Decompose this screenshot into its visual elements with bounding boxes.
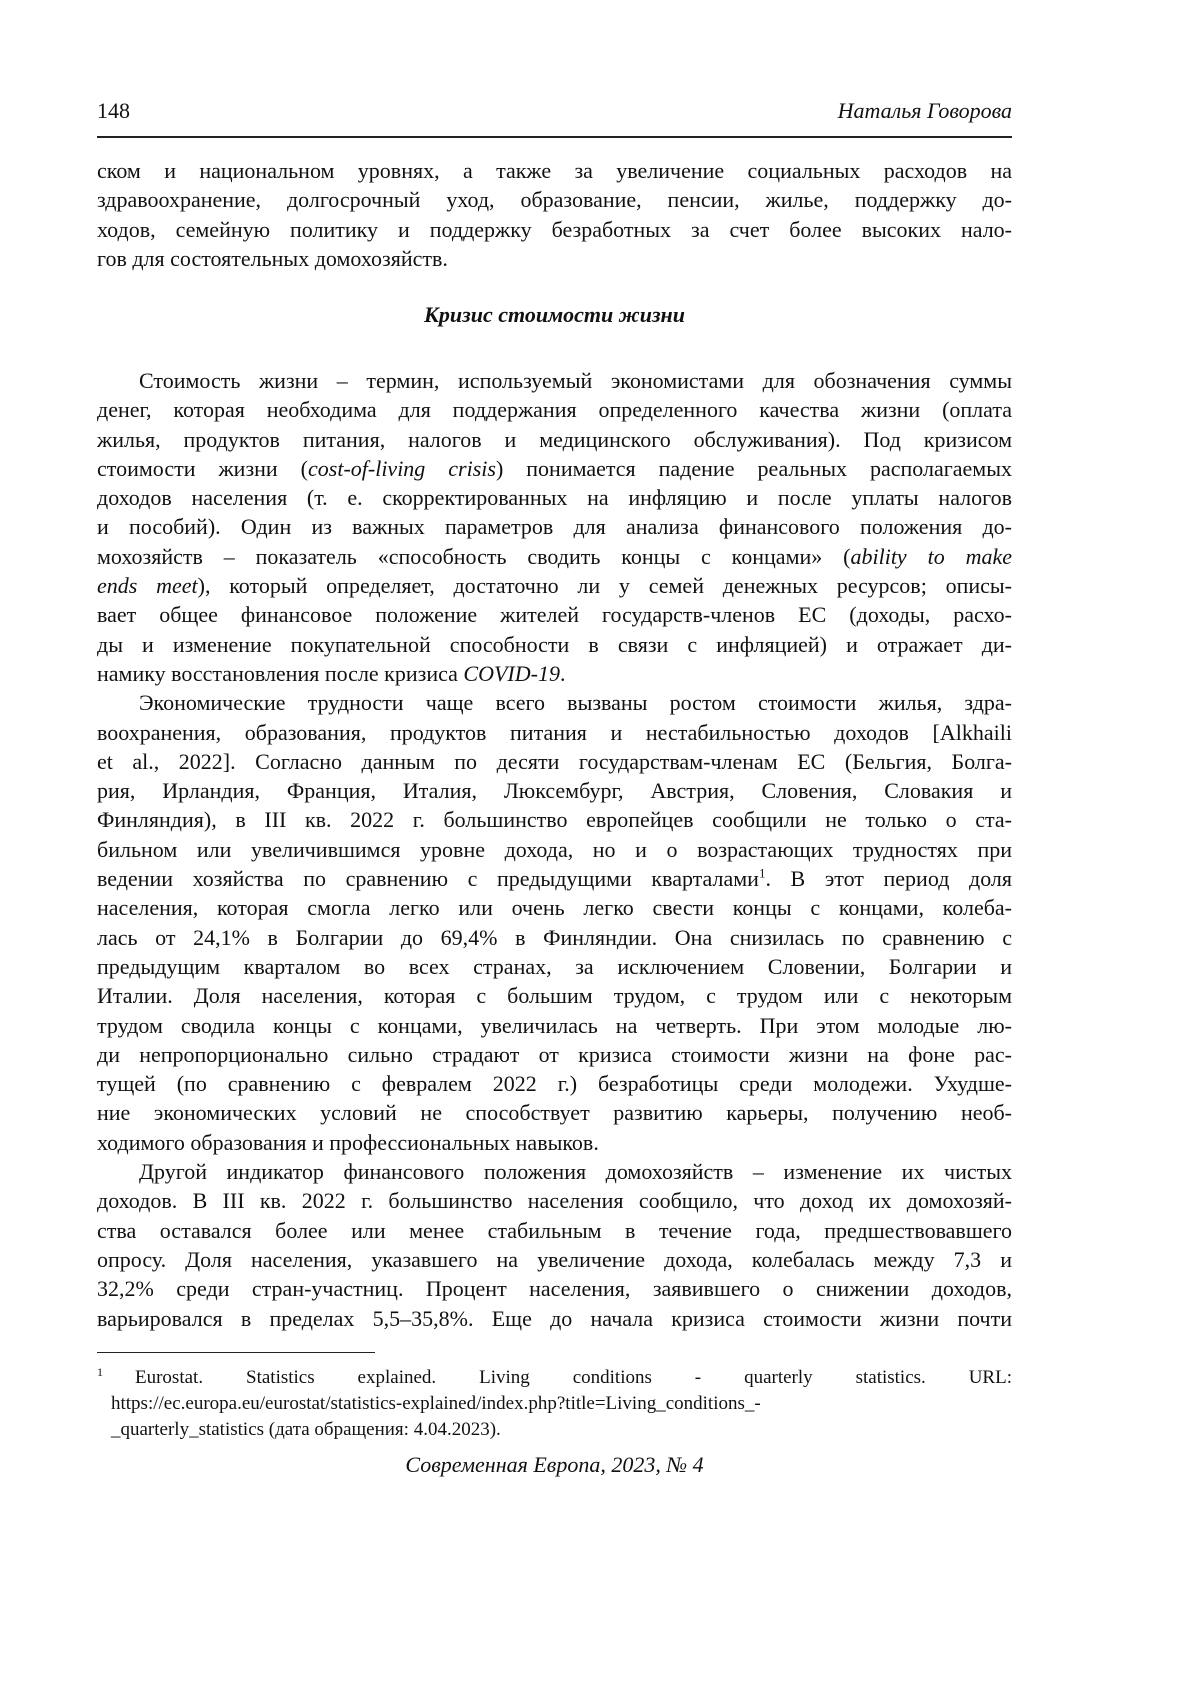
- text-line: [97, 571, 1012, 600]
- text-segment: ) понимается падение реальных располагаемых: [495, 455, 1012, 481]
- text-line: _quarterly_statistics (дата обращения: 4.04.2023).: [111, 1419, 501, 1440]
- footnote: [97, 1365, 1012, 1443]
- text-line: и пособий). Один из важных параметров для анализа финансового положения до-: [97, 514, 1012, 540]
- text-line: опросу. Доля населения, указавшего на увеличение дохода, колебалась между 7,3 и: [97, 1246, 1012, 1272]
- page-number: 148: [97, 98, 130, 123]
- text-line: ходимого образования и профессиональных навыков.: [97, 1129, 599, 1155]
- footnote-rule: [97, 1352, 375, 1353]
- running-author: Наталья Говорова: [837, 98, 1012, 123]
- text-line: вает общее финансовое положение жителей государств-членов ЕС (доходы, расхо-: [97, 602, 1012, 628]
- text-line: Другой индикатор финансового положения домохозяйств – изменение их чистых: [139, 1159, 1012, 1185]
- text-line: воохранения, образования, продуктов питания и нестабильностью доходов [Alkhaili: [97, 719, 1012, 745]
- text-line: денег, которая необходима для поддержания определенного качества жизни (оплата: [97, 397, 1012, 423]
- intro-paragraph: [97, 156, 1012, 273]
- text-line: ходов, семейную политику и поддержку безработных за счет более высоких нало-: [97, 216, 1012, 242]
- text-segment: намику восстановления после кризиса: [97, 660, 464, 686]
- text-line: гов для состоятельных домохозяйств.: [97, 245, 448, 271]
- text-segment: .: [559, 660, 566, 686]
- italic-term: ability to make: [850, 543, 1012, 569]
- footnote-mark: 1: [97, 1365, 103, 1379]
- paragraph: [97, 1157, 1012, 1333]
- text-line: тущей (по сравнению с февралем 2022 г.) безработицы среди молодежи. Ухудше-: [97, 1071, 1012, 1097]
- section-heading: Кризис стоимости жизни: [424, 302, 685, 327]
- paragraph: [97, 688, 1012, 1157]
- italic-term: ends meet: [97, 573, 198, 599]
- header-rule: [97, 136, 1012, 138]
- paragraph: [97, 366, 1012, 688]
- text-segment: . В этот период доля: [765, 866, 1012, 892]
- text-segment: стоимости жизни (: [97, 455, 308, 481]
- italic-term: COVID-19: [463, 660, 560, 686]
- text-line: et al., 2022]. Согласно данным по десяти государствам-членам ЕС (Бельгия, Болга-: [97, 748, 1012, 774]
- text-line: ском и национальном уровнях, а также за увеличение социальных расходов на: [97, 158, 1012, 183]
- text-line: [97, 659, 1012, 688]
- text-line: бильном или увеличившимся уровне дохода, но и о возрастающих трудностях при: [97, 836, 1012, 862]
- italic-term: cost-of-living crisis: [308, 455, 496, 481]
- text-line: Экономические трудности чаще всего вызваны ростом стоимости жилья, здра-: [139, 690, 1012, 716]
- text-line: Финляндия), в III кв. 2022 г. большинство европейцев сообщили не только о ста-: [97, 807, 1012, 833]
- text-line: ди непропорционально сильно страдают от кризиса стоимости жизни на фоне рас-: [97, 1041, 1012, 1067]
- text-line: [97, 864, 1012, 893]
- text-line: доходов. В III кв. 2022 г. большинство населения сообщило, что доход их домохозяй-: [97, 1188, 1012, 1214]
- text-line: лась от 24,1% в Болгарии до 69,4% в Финляндии. Она снизилась по сравнению с: [97, 924, 1012, 950]
- text-line: трудом сводила концы с концами, увеличилась на четверть. При этом молодые лю-: [97, 1012, 1012, 1038]
- text-line: варьировался в пределах 5,5–35,8%. Еще до начала кризиса стоимости жизни почти: [97, 1305, 1012, 1331]
- text-line: ства оставался более или менее стабильным в течение года, предшествовавшего: [97, 1217, 1012, 1243]
- text-line: населения, которая смогла легко или очень легко свести концы с концами, колеба-: [97, 895, 1012, 921]
- text-line: рия, Ирландия, Франция, Италия, Люксембург, Австрия, Словения, Словакия и: [97, 778, 1012, 804]
- text-segment: ведении хозяйства по сравнению с предыдущими кварталами: [97, 866, 759, 892]
- running-header: [97, 98, 1012, 128]
- text-line: Стоимость жизни – термин, используемый экономистами для обозначения суммы: [139, 368, 1012, 393]
- text-line: 32,2% среди стран-участниц. Процент населения, заявившего о снижении доходов,: [97, 1276, 1012, 1302]
- text-line: https://ec.europa.eu/eurostat/statistics-explained/index.php?title=Living_conditions_-: [111, 1393, 761, 1414]
- journal-footer: Современная Европа, 2023, № 4: [405, 1452, 704, 1477]
- text-line: здравоохранение, долгосрочный уход, образование, пенсии, жилье, поддержку до-: [97, 187, 1012, 213]
- text-line: Италии. Доля населения, которая с большим трудом, с трудом или с некоторым: [97, 983, 1012, 1009]
- text-line: жилья, продуктов питания, налогов и медицинского обслуживания). Под кризисом: [97, 426, 1012, 452]
- text-line: Eurostat. Statistics explained. Living conditions - quarterly statistics. URL:: [135, 1367, 1012, 1388]
- footnote-reference: 1: [758, 865, 766, 881]
- text-line: ды и изменение покупательной способности в связи с инфляцией) и отражает ди-: [97, 631, 1012, 657]
- body-text: [97, 366, 1012, 1333]
- text-segment: мохозяйств – показатель «способность сводить концы с концами» (: [97, 543, 851, 569]
- text-line: [97, 454, 1012, 483]
- text-line: ние экономических условий не способствует развитию карьеры, получению необ-: [97, 1100, 1012, 1126]
- text-line: предыдущим кварталом во всех странах, за исключением Словении, Болгарии и: [97, 953, 1012, 979]
- text-line: [97, 542, 1012, 571]
- text-line: доходов населения (т. е. скорректированных на инфляцию и после уплаты налогов: [97, 485, 1012, 511]
- text-segment: ), который определяет, достаточно ли у семей денежных ресурсов; описы-: [197, 573, 1012, 599]
